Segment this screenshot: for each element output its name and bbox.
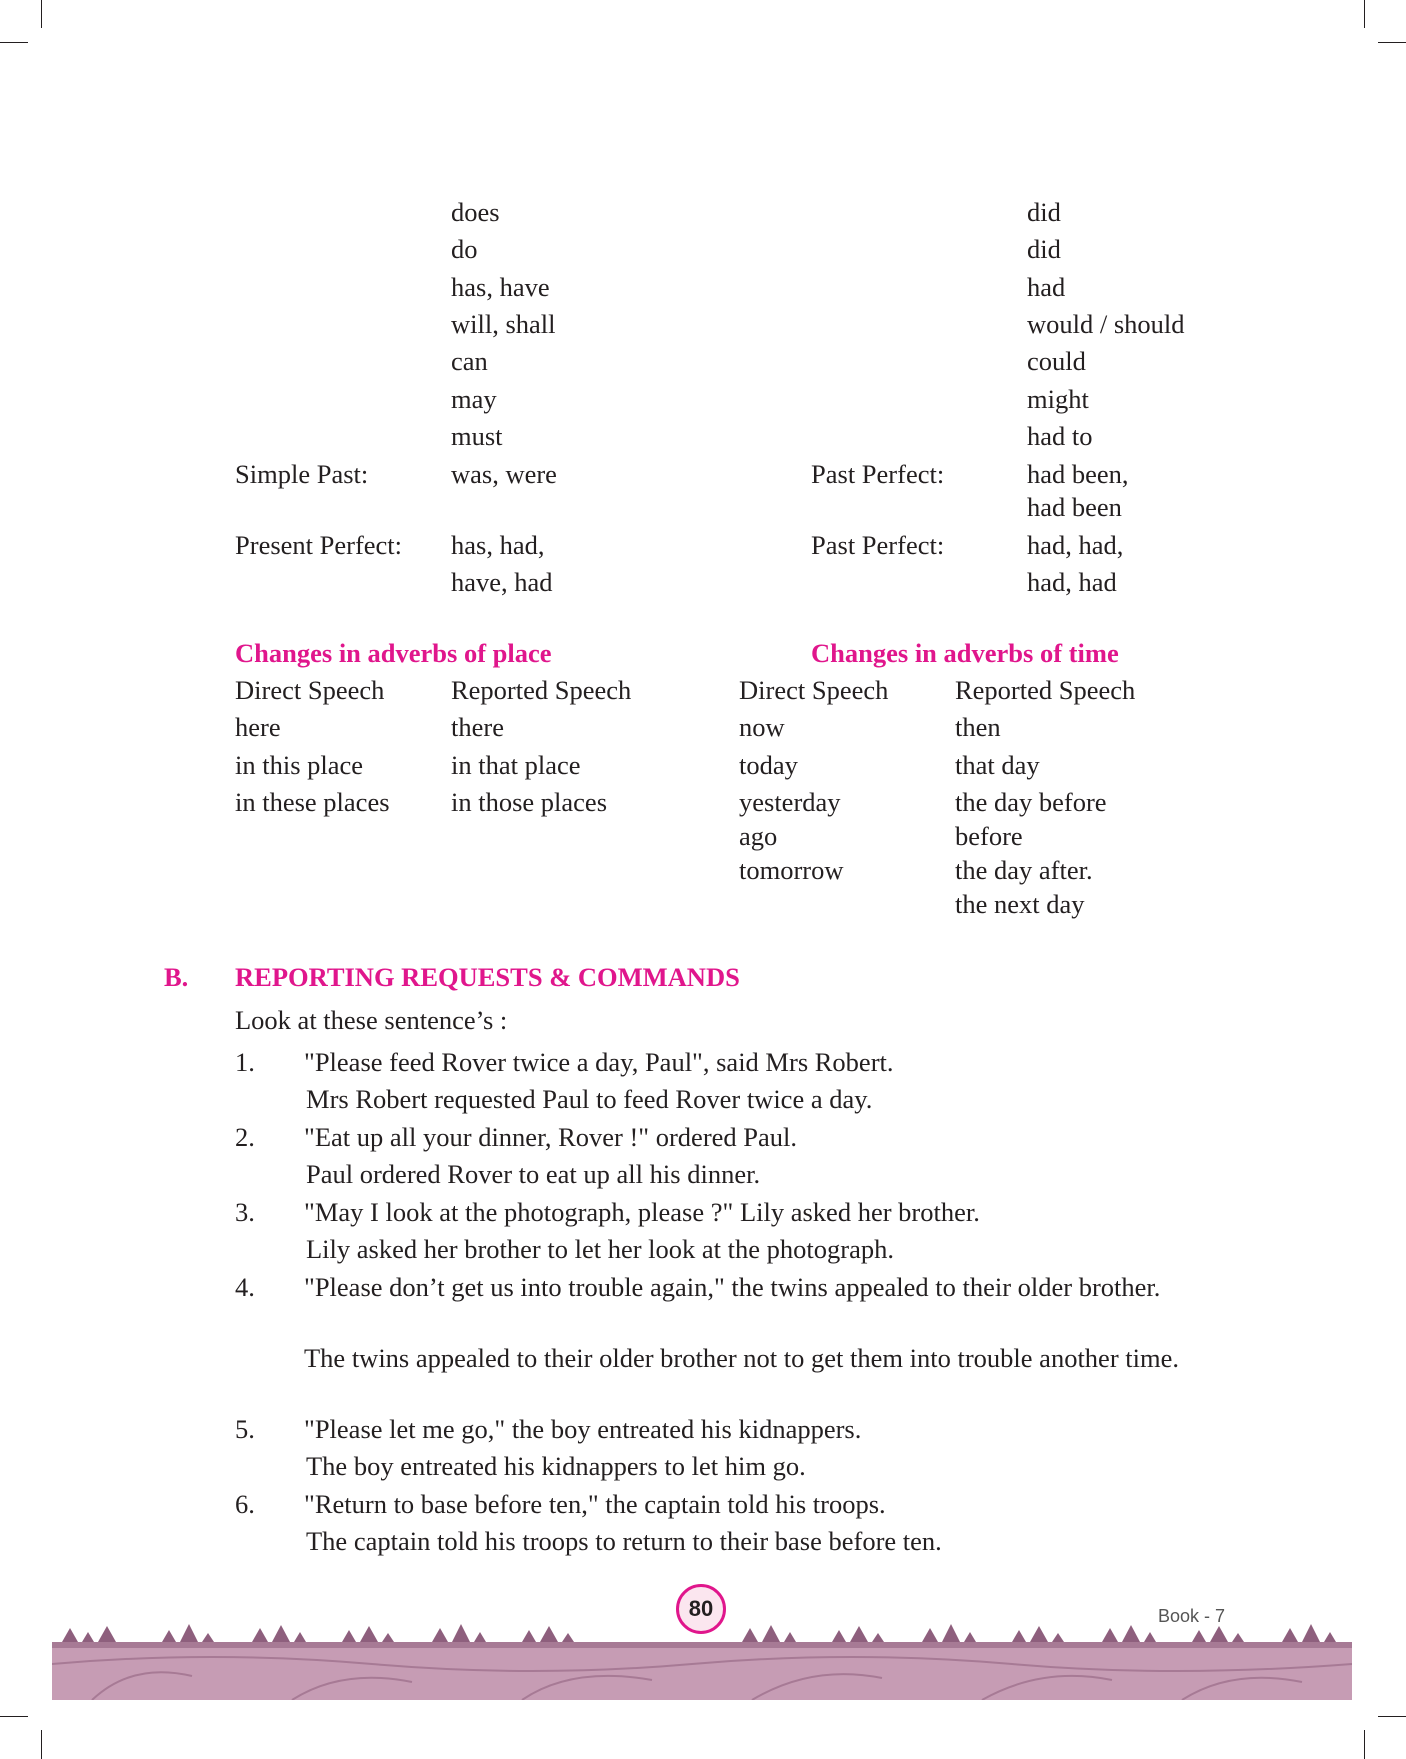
table-cell: that day (955, 750, 1040, 780)
direct-sentence: "Eat up all your dinner, Rover !" ordered Paul. (304, 1122, 798, 1152)
past-perfect-label: Past Perfect: (811, 530, 945, 560)
table-cell: the next day (955, 889, 1085, 919)
table-cell: in these places (235, 787, 390, 817)
reported-sentence: Mrs Robert requested Paul to feed Rover twice a day. (306, 1084, 873, 1114)
adverbs-place-heading: Changes in adverbs of place (235, 638, 552, 668)
verb-right: had to (1027, 421, 1093, 451)
column-header: Direct Speech (235, 675, 385, 705)
present-perfect-label: Present Perfect: (235, 530, 403, 560)
verb-right: did (1027, 234, 1061, 264)
reported-sentence: Lily asked her brother to let her look at the photograph. (306, 1234, 894, 1264)
section-letter: B. (164, 962, 189, 992)
item-number: 4. (235, 1272, 255, 1302)
table-cell: the day before (955, 787, 1107, 817)
direct-sentence: "Please let me go," the boy entreated his kidnappers. (304, 1414, 862, 1444)
direct-sentence: "Return to base before ten," the captain told his troops. (304, 1489, 886, 1519)
column-header: Reported Speech (955, 675, 1136, 705)
item-number: 5. (235, 1414, 255, 1444)
reported-sentence: The captain told his troops to return to their base before ten. (306, 1526, 942, 1556)
crop-mark (0, 1716, 28, 1717)
simple-past-from: was, were (451, 459, 557, 489)
verb-right: might (1027, 384, 1089, 414)
crop-mark (1364, 1730, 1365, 1759)
item-number: 3. (235, 1197, 255, 1227)
page-number: 80 (676, 1584, 726, 1634)
table-cell: there (451, 712, 504, 742)
table-cell: then (955, 712, 1001, 742)
item-number: 2. (235, 1122, 255, 1152)
verb-left: does (451, 197, 500, 227)
column-header: Reported Speech (451, 675, 632, 705)
table-cell: yesterday (739, 787, 841, 817)
crop-mark (1364, 0, 1365, 28)
past-perfect-value: had been, (1027, 459, 1129, 489)
table-cell: now (739, 712, 785, 742)
direct-sentence: "May I look at the photograph, please ?" Lily asked her brother. (304, 1197, 980, 1227)
reported-sentence: Paul ordered Rover to eat up all his dinner. (306, 1159, 761, 1189)
section-intro: Look at these sentence’s : (235, 1005, 508, 1035)
table-cell: ago (739, 821, 778, 851)
table-cell: tomorrow (739, 855, 844, 885)
table-cell: in those places (451, 787, 608, 817)
table-cell: today (739, 750, 798, 780)
past-perfect-value: had been (1027, 492, 1122, 522)
reported-sentence: The twins appealed to their older brother not to get them into trouble another time. (304, 1343, 1179, 1373)
past-perfect-value: had, had, (1027, 530, 1124, 560)
direct-sentence: "Please don’t get us into trouble again," the twins appealed to their older brother. (304, 1272, 1161, 1302)
column-header: Direct Speech (739, 675, 889, 705)
verb-left: may (451, 384, 497, 414)
table-cell: here (235, 712, 281, 742)
present-perfect-from: have, had (451, 567, 553, 597)
adverbs-time-heading: Changes in adverbs of time (811, 638, 1119, 668)
book-label: Book - 7 (1158, 1606, 1226, 1626)
item-number: 1. (235, 1047, 255, 1077)
table-cell: before (955, 821, 1023, 851)
verb-left: do (451, 234, 478, 264)
table-cell: in that place (451, 750, 581, 780)
reported-sentence: The boy entreated his kidnappers to let him go. (306, 1451, 806, 1481)
crop-mark (1378, 1716, 1406, 1717)
verb-right: would / should (1027, 309, 1185, 339)
simple-past-label: Simple Past: (235, 459, 369, 489)
verb-left: can (451, 346, 488, 376)
crop-mark (0, 42, 28, 43)
crop-mark (41, 1730, 42, 1759)
past-perfect-label: Past Perfect: (811, 459, 945, 489)
verb-right: could (1027, 346, 1086, 376)
verb-left: must (451, 421, 503, 451)
verb-right: had (1027, 272, 1066, 302)
verb-left: has, have (451, 272, 550, 302)
present-perfect-from: has, had, (451, 530, 545, 560)
verb-right: did (1027, 197, 1061, 227)
verb-left: will, shall (451, 309, 556, 339)
item-number: 6. (235, 1489, 255, 1519)
crop-mark (1378, 42, 1406, 43)
section-title: REPORTING REQUESTS & COMMANDS (235, 962, 740, 992)
table-cell: the day after. (955, 855, 1093, 885)
table-cell: in this place (235, 750, 364, 780)
direct-sentence: "Please feed Rover twice a day, Paul", said Mrs Robert. (304, 1047, 894, 1077)
past-perfect-value: had, had (1027, 567, 1117, 597)
crop-mark (41, 0, 42, 28)
